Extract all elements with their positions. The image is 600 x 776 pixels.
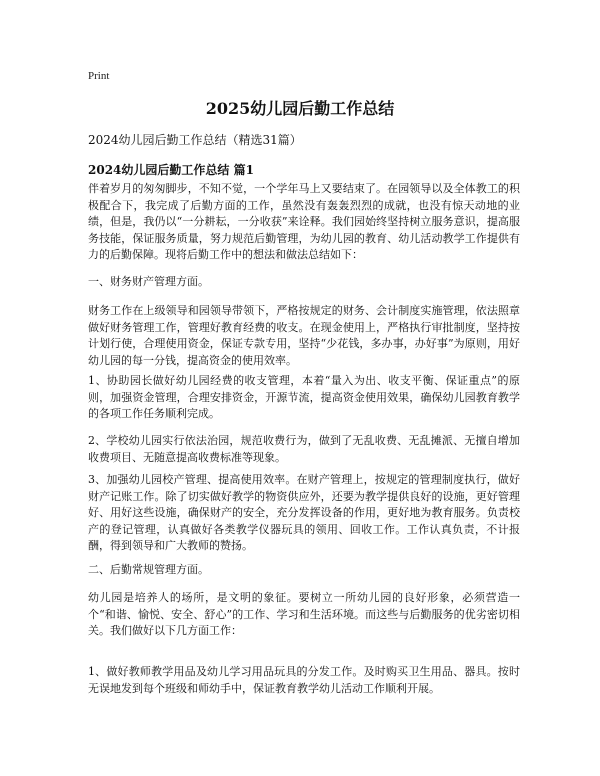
paragraph-intro: 伴着岁月的匆匆脚步，不知不觉，一个学年马上又要结束了。在园领导以及全体教工的积极配合下，我完成了后勤方面的工作，虽然没有轰轰烈烈的成就，也没有惊天动地的业绩，但是，我仍以“一分耕耘，一分收获”来诠释。我们园始终坚持树立服务意识，提高服务技能，保证服务质量，努力规范后勤管理，为幼儿园的教育、幼儿活动教学工作提供有力的后勤保障。现将后勤工作中的想法和做法总结如下：	[88, 182, 520, 261]
document-title: 2025幼儿园后勤工作总结	[205, 99, 395, 118]
print-link[interactable]: Print	[88, 70, 110, 82]
section-heading: 2024幼儿园后勤工作总结 篇1	[88, 163, 254, 177]
document-subtitle: 2024幼儿园后勤工作总结（精选31篇）	[88, 133, 302, 147]
paragraph-item-2: 2、学校幼儿园实行依法治园，规范收费行为，做到了无乱收费、无乱摊派、无擅自增加收费项目、无随意提高收费标准等现象。	[88, 434, 520, 464]
paragraph-heading-routine: 二、后勤常规管理方面。	[88, 563, 209, 576]
paragraph-item-1: 1、协助园长做好幼儿园经费的收支管理，本着“量入为出、收支平衡、保证重点”的原则，加强资金管理，合理安排资金，开源节流，提高资金使用效果，确保幼儿园教育教学的各项工作任务顺利完成。	[88, 374, 520, 420]
paragraph-finance: 财务工作在上级领导和园领导带领下，严格按规定的财务、会计制度实施管理，依法照章做好财务管理工作，管理好教育经费的收支。在现金使用上，严格执行审批制度，坚持按计划行使，合理使用资金，保证专款专用，坚持“少花钱，多办事，办好事”为原则，用好幼儿园的每一分钱，提高资金的使用效率。	[88, 304, 520, 367]
paragraph-routine-item-1: 1、做好教师教学用品及幼儿学习用品玩具的分发工作。及时购买卫生用品、器具。按时无误地发到每个班级和师幼手中，保证教育教学幼儿活动工作顺利开展。	[88, 665, 520, 695]
paragraph-heading-finance: 一、财务财产管理方面。	[88, 275, 209, 288]
paragraph-item-3: 3、加强幼儿园校产管理、提高使用效率。在财产管理上，按规定的管理制度执行，做好财产记账工作。除了切实做好教学的物资供应外，还要为教学提供良好的设施，更好管理好、用好这些设施，确保财产的安全，充分发挥设备的作用，更好地为教育服务。负责校产的登记管理，认真做好各类教学仪器玩具的领用、回收工作。工作认真负责，不计报酬，得到领导和广大教师的赞扬。	[88, 473, 520, 552]
paragraph-routine: 幼儿园是培养人的场所，是文明的象征。要树立一所幼儿园的良好形象，必须营造一个“和谐、愉悦、安全、舒心”的工作、学习和生活环境。而这些与后勤服务的优劣密切相关。我们做好以下几方面工作：	[88, 591, 520, 637]
